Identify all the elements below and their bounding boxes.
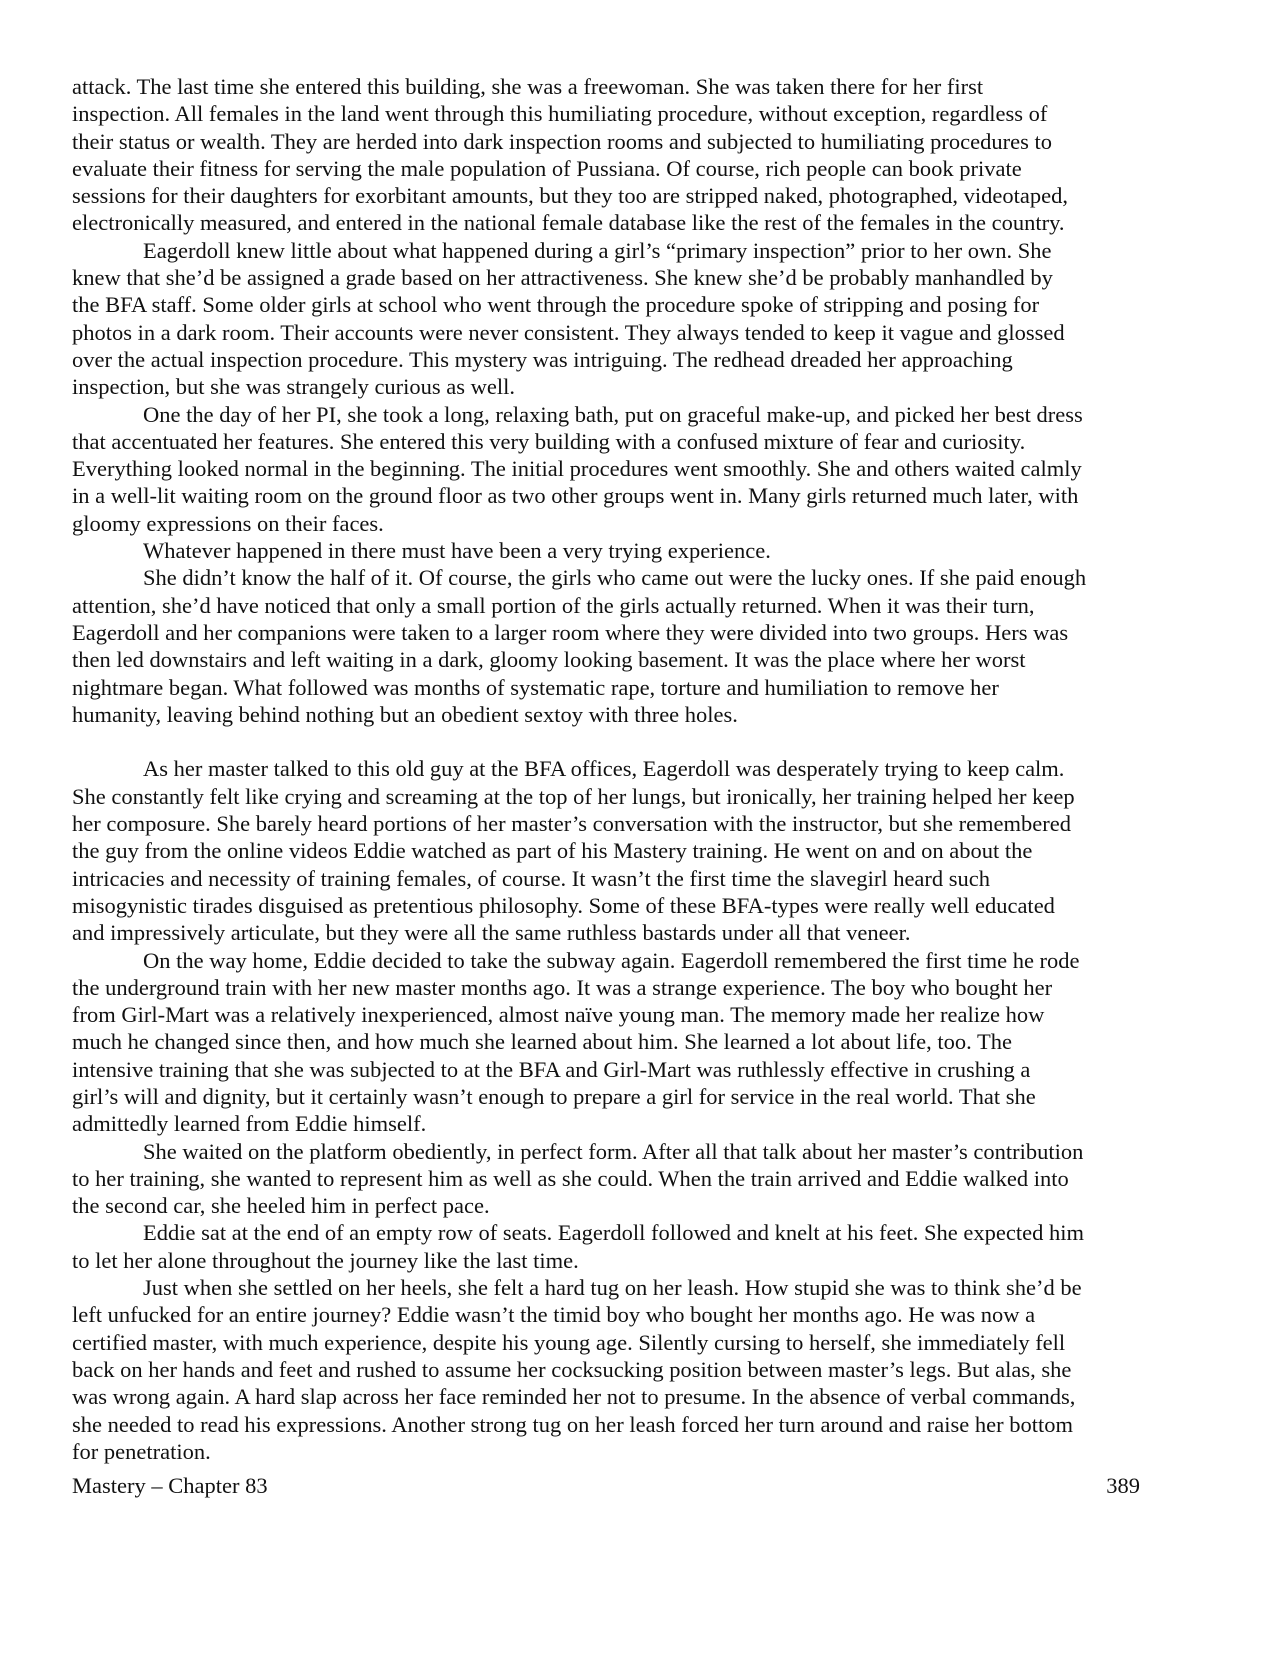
text-line: Everything looked normal in the beginning. The initial procedures went smoothly. She and others waited calmly — [72, 456, 1082, 482]
text-line: Eagerdoll knew little about what happened during a girl’s “primary inspection” prior to her own. She — [143, 237, 1052, 263]
text-line: Whatever happened in there must have been a very trying experience. — [143, 538, 771, 564]
text-line: misogynistic tirades disguised as pretentious philosophy. Some of these BFA-types were really well educated — [72, 892, 1055, 918]
text-line: left unfucked for an entire journey? Eddie wasn’t the timid boy who bought her months ago. He was now a — [72, 1302, 1036, 1328]
text-line: was wrong again. A hard slap across her face reminded her not to presume. In the absence of verbal commands, — [72, 1384, 1076, 1410]
paragraph — [72, 1219, 1152, 1274]
text-line: admittedly learned from Eddie himself. — [72, 1111, 427, 1137]
text-line: in a well-lit waiting room on the ground floor as two other groups went in. Many girls returned much later, with — [72, 483, 1079, 509]
paragraph — [72, 755, 1152, 946]
text-line: photos in a dark room. Their accounts were never consistent. They always tended to keep it vague and glossed — [72, 319, 1065, 345]
text-line: from Girl-Mart was a relatively inexperienced, almost naïve young man. The memory made her realize how — [72, 1002, 1045, 1028]
text-line — [72, 728, 1152, 755]
page-body — [72, 73, 1152, 1465]
text-line: attack. The last time she entered this building, she was a freewoman. She was taken there for her first — [72, 74, 984, 99]
page-footer — [72, 1473, 1140, 1499]
paragraph — [72, 1274, 1152, 1465]
text-line: As her master talked to this old guy at the BFA offices, Eagerdoll was desperately trying to keep calm. — [143, 756, 1065, 782]
text-line: their status or wealth. They are herded into dark inspection rooms and subjected to humiliating procedures to — [72, 128, 1052, 154]
text-line: to her training, she wanted to represent him as well as she could. When the train arrived and Eddie walked into — [72, 1165, 1069, 1191]
text-line: over the actual inspection procedure. This mystery was intriguing. The redhead dreaded her approaching — [72, 346, 1013, 372]
text-line: inspection, but she was strangely curious as well. — [72, 374, 516, 400]
text-line: certified master, with much experience, despite his young age. Silently cursing to herself, she immediately fell — [72, 1329, 1066, 1355]
text-line: Just when she settled on her heels, she felt a hard tug on her leash. How stupid she was to think she’d be — [143, 1275, 1082, 1301]
text-line: Eagerdoll and her companions were taken to a larger room where they were divided into two groups. Hers was — [72, 619, 1069, 645]
text-line: gloomy expressions on their faces. — [72, 510, 384, 536]
text-line: back on her hands and feet and rushed to assume her cocksucking position between master’s legs. But alas, she — [72, 1356, 1072, 1382]
text-line: the underground train with her new master months ago. It was a strange experience. The boy who bought her — [72, 974, 1053, 1000]
text-line: she needed to read his expressions. Another strong tug on her leash forced her turn around and raise her bottom — [72, 1411, 1073, 1437]
text-line: intricacies and necessity of training females, of course. It wasn’t the first time the slavegirl heard such — [72, 865, 991, 891]
paragraph — [72, 537, 1152, 564]
text-line: the guy from the online videos Eddie watched as part of his Mastery training. He went on and on about the — [72, 838, 1033, 864]
paragraph — [72, 73, 1152, 237]
paragraph — [72, 401, 1152, 537]
text-line: to let her alone throughout the journey like the last time. — [72, 1247, 579, 1273]
text-line: girl’s will and dignity, but it certainly wasn’t enough to prepare a girl for service in the real world. That she — [72, 1083, 1036, 1109]
text-line: that accentuated her features. She entered this very building with a confused mixture of fear and curiosity. — [72, 428, 1026, 454]
paragraph — [72, 1138, 1152, 1220]
text-line: One the day of her PI, she took a long, relaxing bath, put on graceful make-up, and picked her best dress — [143, 401, 1083, 427]
text-line: nightmare began. What followed was months of systematic rape, torture and humiliation to remove her — [72, 674, 999, 700]
text-line: for penetration. — [72, 1438, 211, 1464]
text-line: electronically measured, and entered in the national female database like the rest of the females in the country. — [72, 210, 1065, 236]
text-line: the BFA staff. Some older girls at school who went through the procedure spoke of stripping and posing for — [72, 292, 1040, 318]
text-line: attention, she’d have noticed that only a small portion of the girls actually returned. When it was their turn, — [72, 592, 1035, 618]
paragraph — [72, 237, 1152, 401]
page-number: 389 — [1106, 1473, 1140, 1498]
text-line: She waited on the platform obediently, in perfect form. After all that talk about her master’s contribution — [143, 1138, 1084, 1164]
text-line: much he changed since then, and how much she learned about him. She learned a lot about life, too. The — [72, 1029, 1012, 1055]
text-line: She didn’t know the half of it. Of course, the girls who came out were the lucky ones. If she paid enough — [143, 565, 1087, 591]
text-line: Eddie sat at the end of an empty row of seats. Eagerdoll followed and knelt at his feet. She expected him — [143, 1220, 1084, 1246]
text-line: evaluate their fitness for serving the male population of Pussiana. Of course, rich people can book private — [72, 155, 1022, 181]
paragraph — [72, 947, 1152, 1138]
text-line: sessions for their daughters for exorbitant amounts, but they too are stripped naked, photographed, videotaped, — [72, 183, 1068, 209]
text-line: knew that she’d be assigned a grade based on her attractiveness. She knew she’d be probably manhandled by — [72, 265, 1053, 291]
text-line: inspection. All females in the land went through this humiliating procedure, without exception, regardless of — [72, 101, 1048, 127]
text-line: the second car, she heeled him in perfect pace. — [72, 1193, 490, 1219]
text-line: her composure. She barely heard portions of her master’s conversation with the instructor, but she remembered — [72, 811, 1072, 837]
paragraph — [72, 564, 1152, 755]
text-line: intensive training that she was subjected to at the BFA and Girl-Mart was ruthlessly effective in crushing a — [72, 1056, 1031, 1082]
text-line: On the way home, Eddie decided to take the subway again. Eagerdoll remembered the first time he rode — [143, 947, 1080, 973]
text-line: then led downstairs and left waiting in a dark, gloomy looking basement. It was the place where her worst — [72, 647, 1026, 673]
text-line: humanity, leaving behind nothing but an obedient sextoy with three holes. — [72, 701, 738, 727]
footer-title: Mastery – Chapter 83 — [72, 1473, 268, 1498]
text-line: She constantly felt like crying and screaming at the top of her lungs, but ironically, her training helped her keep — [72, 783, 1075, 809]
text-line: and impressively articulate, but they were all the same ruthless bastards under all that veneer. — [72, 920, 911, 946]
